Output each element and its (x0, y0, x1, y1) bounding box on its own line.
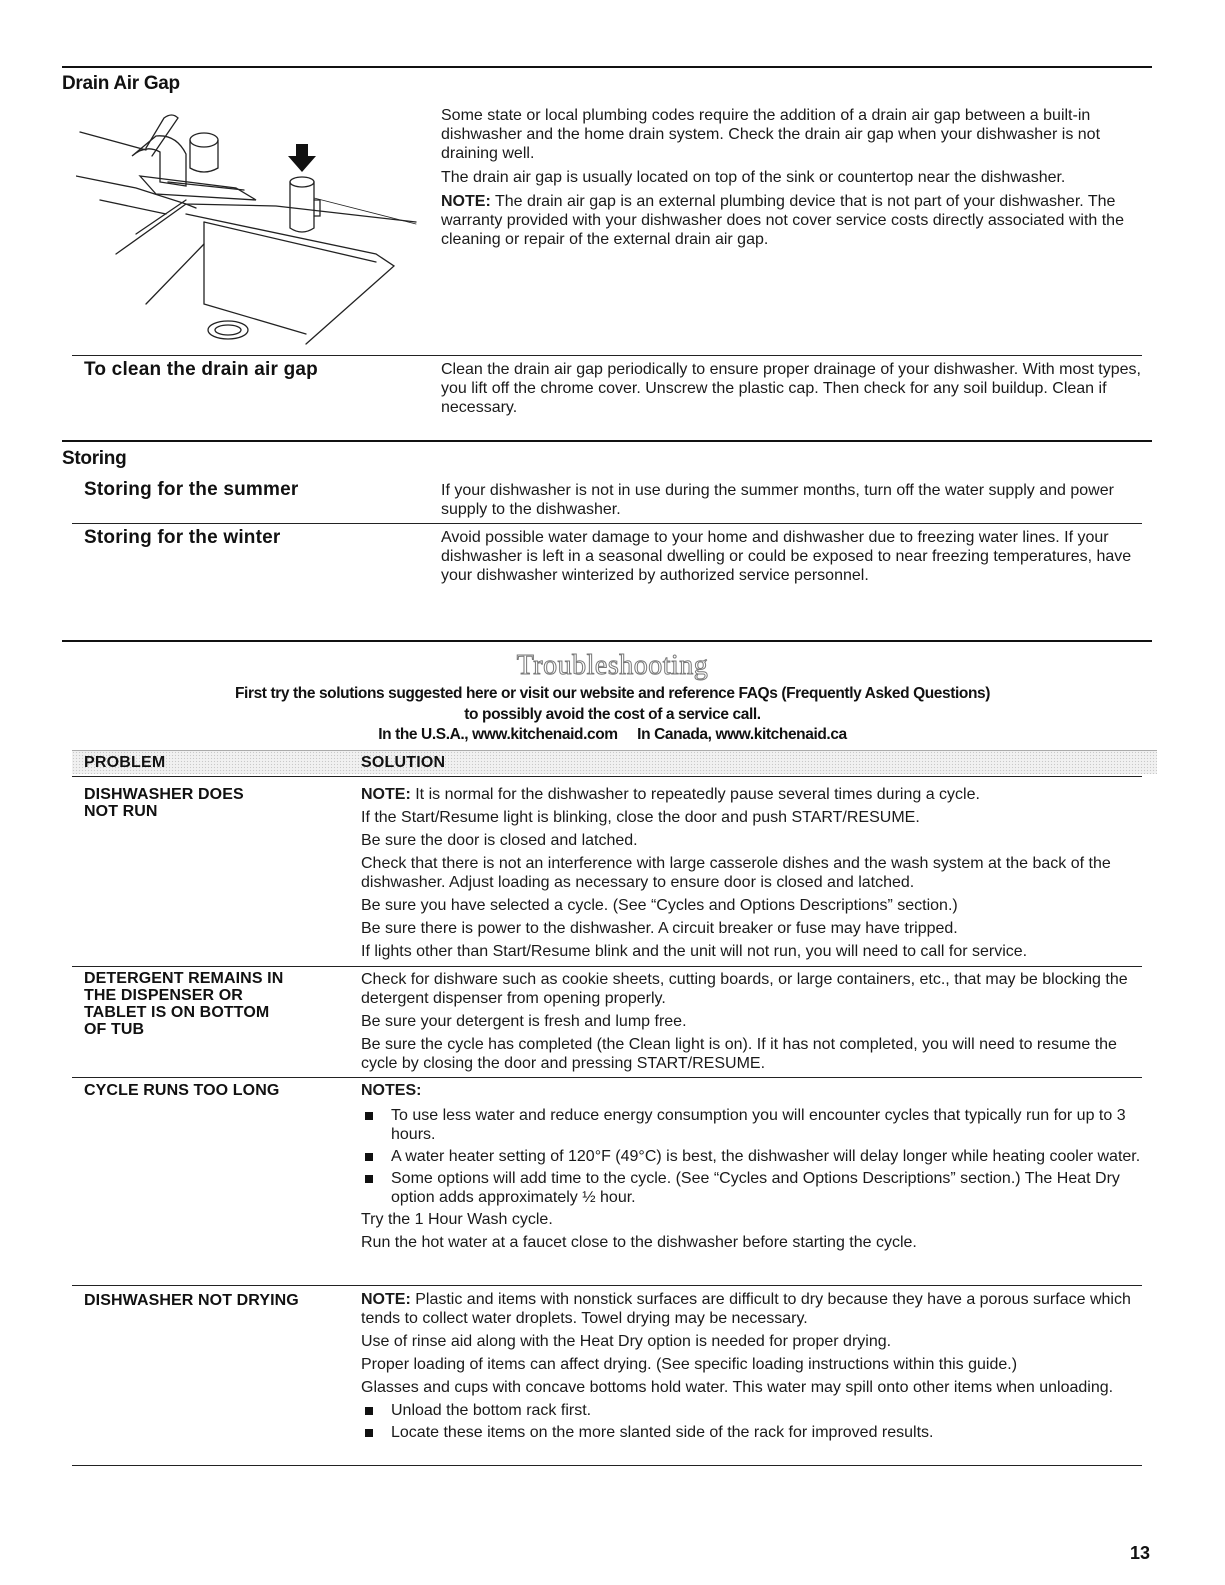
drain-air-gap-text (441, 106, 1141, 254)
storing-winter-text: Avoid possible water damage to your home and dishwasher due to freezing water lines. If your dishwasher is left in a seasonal dwelling or could be exposed to near freezing temperatures, have your dishwasher winterized by authorized service personnel. (441, 529, 1132, 584)
page-number: 13 (1130, 1543, 1151, 1563)
notes-label: NOTES: (361, 1082, 422, 1099)
drain-air-gap-paragraph: The drain air gap is usually located on top of the sink or countertop near the dishwasher. (441, 169, 1066, 186)
storing-summer-heading: Storing for the summer (84, 479, 299, 500)
solution-line: Try the 1 Hour Wash cycle. (361, 1211, 553, 1228)
note-text: The drain air gap is an external plumbing device that is not part of your dishwasher. The warranty provided with your dishwasher does not cover service costs directly associated with the cleaning or repair of the external drain air gap. (441, 193, 1124, 248)
solution-line: Glasses and cups with concave bottoms hold water. This water may spill onto other items when unloading. (361, 1379, 1114, 1396)
storing-heading: Storing (62, 448, 127, 469)
solution-line: Be sure you have selected a cycle. (See “Cycles and Options Descriptions” section.) (361, 897, 958, 914)
solution-detergent-remains (361, 970, 1141, 1077)
solution-line: Check that there is not an interference with large casserole dishes and the wash system at the back of the dishwasher. Adjust loading as necessary to ensure door is closed and latched. (361, 855, 1111, 891)
problem-column-header: PROBLEM (84, 754, 166, 771)
solution-cycle-runs-too-long (361, 1081, 1141, 1256)
solution-line: Be sure the door is closed and latched. (361, 832, 638, 849)
solution-line: Run the hot water at a faucet close to the dishwasher before starting the cycle. (361, 1234, 917, 1251)
solution-bullet: Locate these items on the more slanted side of the rack for improved results. (361, 1423, 1141, 1442)
row-divider (72, 1077, 1142, 1078)
storing-summer-text: If your dishwasher is not in use during the summer months, turn off the water supply and power supply to the dishwasher. (441, 482, 1114, 518)
note-label: NOTE: (361, 786, 411, 803)
solution-bullet: A water heater setting of 120°F (49°C) is best, the dishwasher will delay longer while heating cooler water. (361, 1147, 1141, 1166)
row-divider (72, 1285, 1142, 1286)
row-divider (72, 966, 1142, 967)
storing-winter-heading: Storing for the winter (84, 527, 281, 548)
troubleshooting-intro-line: In the U.S.A., www.kitchenaid.com In Canada, www.kitchenaid.ca (378, 726, 847, 743)
problem-cycle-runs-too-long: CYCLE RUNS TOO LONG (84, 1082, 280, 1099)
solution-line: If the Start/Resume light is blinking, close the door and push START/RESUME. (361, 809, 920, 826)
solution-line: Be sure your detergent is fresh and lump free. (361, 1013, 687, 1030)
drain-air-gap-note (441, 192, 1141, 249)
troubleshooting-rule (62, 640, 1152, 642)
solution-bullet: Unload the bottom rack first. (361, 1401, 1141, 1420)
section-divider (72, 355, 1142, 356)
section-divider (72, 523, 1142, 524)
solution-bullet: Some options will add time to the cycle. (See “Cycles and Options Descriptions” section.) The Heat Dry option adds approximately ½ hour. (361, 1169, 1141, 1207)
solution-column-header: SOLUTION (361, 754, 446, 771)
problem-detergent-remains: DETERGENT REMAINS IN THE DISPENSER OR TABLET IS ON BOTTOM OF TUB (84, 970, 284, 1038)
solution-line: Use of rinse aid along with the Heat Dry option is needed for proper drying. (361, 1333, 892, 1350)
problem-dishwasher-not-drying: DISHWASHER NOT DRYING (84, 1292, 299, 1309)
drain-air-gap-heading: Drain Air Gap (62, 73, 180, 94)
solution-line: Proper loading of items can affect drying. (See specific loading instructions within this guide.) (361, 1356, 1018, 1373)
sink-air-gap-illustration (76, 104, 436, 354)
troubleshooting-title: Troubleshooting (516, 650, 709, 681)
solution-line: Check for dishware such as cookie sheets, cutting boards, or large containers, etc., that may be blocking the detergent dispenser from opening properly. (361, 971, 1128, 1007)
clean-air-gap-heading: To clean the drain air gap (84, 359, 318, 380)
storing-rule (62, 440, 1152, 442)
top-rule (62, 66, 1152, 68)
solution-line: Be sure the cycle has completed (the Clean light is on). If it has not completed, you will need to resume the cycle by closing the door and pressing START/RESUME. (361, 1036, 1117, 1072)
solution-note (361, 785, 1141, 804)
solution-note (361, 1290, 1141, 1328)
drain-air-gap-paragraph: Some state or local plumbing codes require the addition of a drain air gap between a built-in dishwasher and the home drain system. Check the drain air gap when your dishwasher is not draining well. (441, 107, 1101, 162)
table-header-rule (72, 776, 1142, 777)
troubleshooting-intro-line: First try the solutions suggested here or visit our website and reference FAQs (Frequently Asked Questions) (234, 685, 991, 702)
table-header (72, 750, 1157, 774)
solution-line: Be sure there is power to the dishwasher. A circuit breaker or fuse may have tripped. (361, 920, 958, 937)
note-label: NOTE: (361, 1291, 411, 1308)
note-label: NOTE: (441, 193, 491, 210)
troubleshooting-intro-line: to possibly avoid the cost of a service call. (464, 706, 761, 723)
solution-notes-label (361, 1081, 1141, 1100)
solution-bullet: To use less water and reduce energy consumption you will encounter cycles that typically run for up to 3 hours. (361, 1106, 1141, 1144)
table-bottom-rule (72, 1465, 1142, 1466)
solution-line: If lights other than Start/Resume blink and the unit will not run, you will need to call for service. (361, 943, 1028, 960)
note-text: Plastic and items with nonstick surfaces are difficult to dry because they have a porous surface which tends to collect water droplets. Towel drying may be necessary. (361, 1291, 1131, 1327)
solution-dishwasher-not-drying (361, 1290, 1141, 1445)
solution-dishwasher-does-not-run (361, 785, 1141, 965)
clean-air-gap-text: Clean the drain air gap periodically to ensure proper drainage of your dishwasher. With most types, you lift off the chrome cover. Unscrew the plastic cap. Then check for any soil buildup. Clean if necessary. (441, 361, 1141, 416)
problem-dishwasher-does-not-run: DISHWASHER DOES NOT RUN (84, 786, 244, 820)
note-text: It is normal for the dishwasher to repeatedly pause several times during a cycle. (410, 786, 980, 803)
